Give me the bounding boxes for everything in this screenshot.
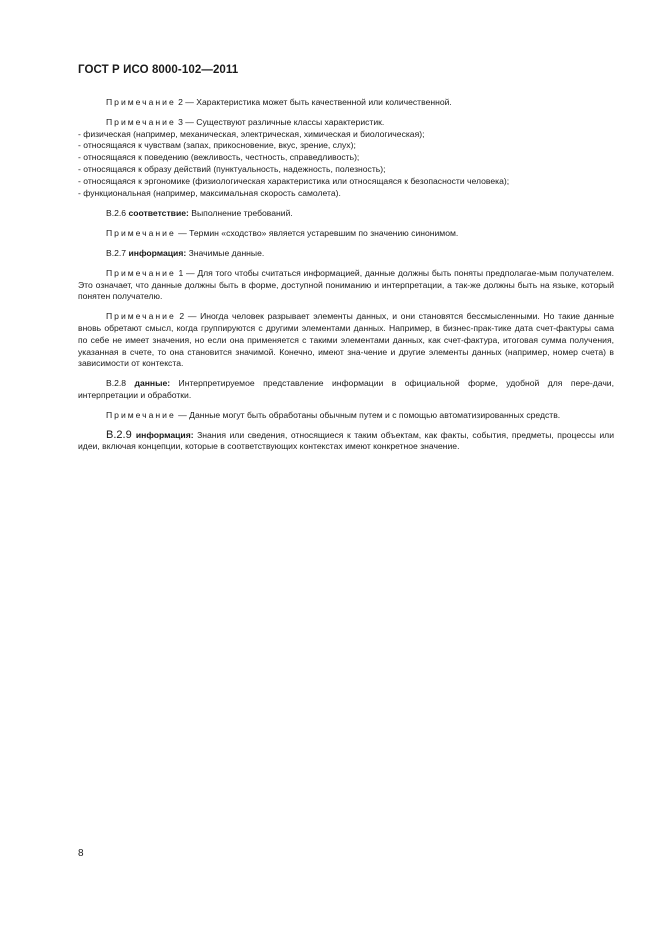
term: информация:: [135, 429, 194, 440]
note-label: Примечание: [106, 116, 176, 127]
list-item: - относящаяся к эргономике (физиологическая характеристика или относящаяся к безопасности человека);: [78, 175, 510, 186]
definition-b27: [78, 248, 614, 260]
note-b27-1: [78, 268, 614, 303]
note-b26: [78, 228, 614, 240]
note-characteristic-3: [78, 117, 614, 129]
note-label: Примечание: [106, 311, 176, 322]
term: информация:: [128, 247, 187, 258]
section-number: В.2.9: [106, 428, 136, 441]
section-number: В.2.6: [106, 208, 129, 219]
characteristic-classes-list: [78, 129, 614, 200]
page-number: 8: [78, 848, 84, 859]
definition-text: Значимые данные.: [186, 247, 265, 258]
note-text: 3 — Существуют различные классы характеристик.: [175, 116, 385, 127]
section-number: В.2.7: [106, 247, 129, 258]
term: соответствие:: [128, 208, 189, 219]
note-text: 1 — Для того чтобы считаться информацией, данные должны быть поняты предполагае-мым получателем. Это означает, что данные должны быть в форме, доступной пониманию и интерпретации, а так-же должны быть на языке, который понятен получателю.: [78, 267, 614, 302]
definition-b26: [78, 208, 614, 220]
list-item: - относящаяся к образу действий (пунктуальность, надежность, полезность);: [78, 163, 386, 174]
note-text: — Данные могут быть обработаны обычным путем и с помощью автоматизированных средств.: [175, 409, 561, 420]
note-label: Примечание: [106, 267, 176, 278]
note-text: 2 — Характеристика может быть качественной или количественной.: [175, 97, 452, 107]
list-item: - физическая (например, механическая, электрическая, химическая и биологическая);: [78, 128, 425, 139]
term: данные:: [134, 378, 171, 389]
note-label: Примечание: [106, 409, 176, 420]
definition-text: Интерпретируемое представление информации в официальной форме, удобной для пере-дачи, интерпретации и обработки.: [78, 378, 614, 400]
note-label: Примечание: [106, 97, 176, 107]
list-item: - функциональная (например, максимальная скорость самолета).: [78, 187, 341, 198]
note-text: 2 — Иногда человек разрывает элементы данных, и они становятся бессмысленными. Но такие данные вновь обретают смысл, когда группируются с другими элементами данных. Например, в бизнес-прак-тике дата счет-фактуры сама по себе не имеет значения, но если она применяется с такими элементами данных, как счет-фактура, итоговая сумма получения, указанная в счете, то она становится значимой. Конечно, имеют зна-чение и другие элементы данных (например, номер счета) в зависимости от контекста.: [78, 311, 614, 369]
list-item: - относящаяся к поведению (вежливость, честность, справедливость);: [78, 152, 360, 163]
note-b28: [78, 410, 614, 422]
note-text: — Термин «сходство» является устаревшим по значению синонимом.: [175, 228, 459, 239]
note-label: Примечание: [106, 228, 176, 239]
definition-b29: [78, 430, 614, 454]
section-number: В.2.8: [106, 378, 135, 389]
definition-text: Выполнение требований.: [188, 208, 293, 219]
document-body: [78, 97, 614, 453]
list-item: - относящаяся к чувствам (запах, прикосновение, вкус, зрение, слух);: [78, 140, 356, 151]
note-b27-2: [78, 311, 614, 370]
definition-text: Знания или сведения, относящиеся к таким объектам, как факты, события, предметы, процессы или идеи, включая концепции, которые в соответствующих контекстах имеют конкретное значение.: [78, 429, 614, 452]
note-characteristic-2: [78, 97, 614, 109]
document-header: ГОСТ Р ИСО 8000-102—2011: [78, 64, 239, 76]
definition-b28: [78, 378, 614, 402]
